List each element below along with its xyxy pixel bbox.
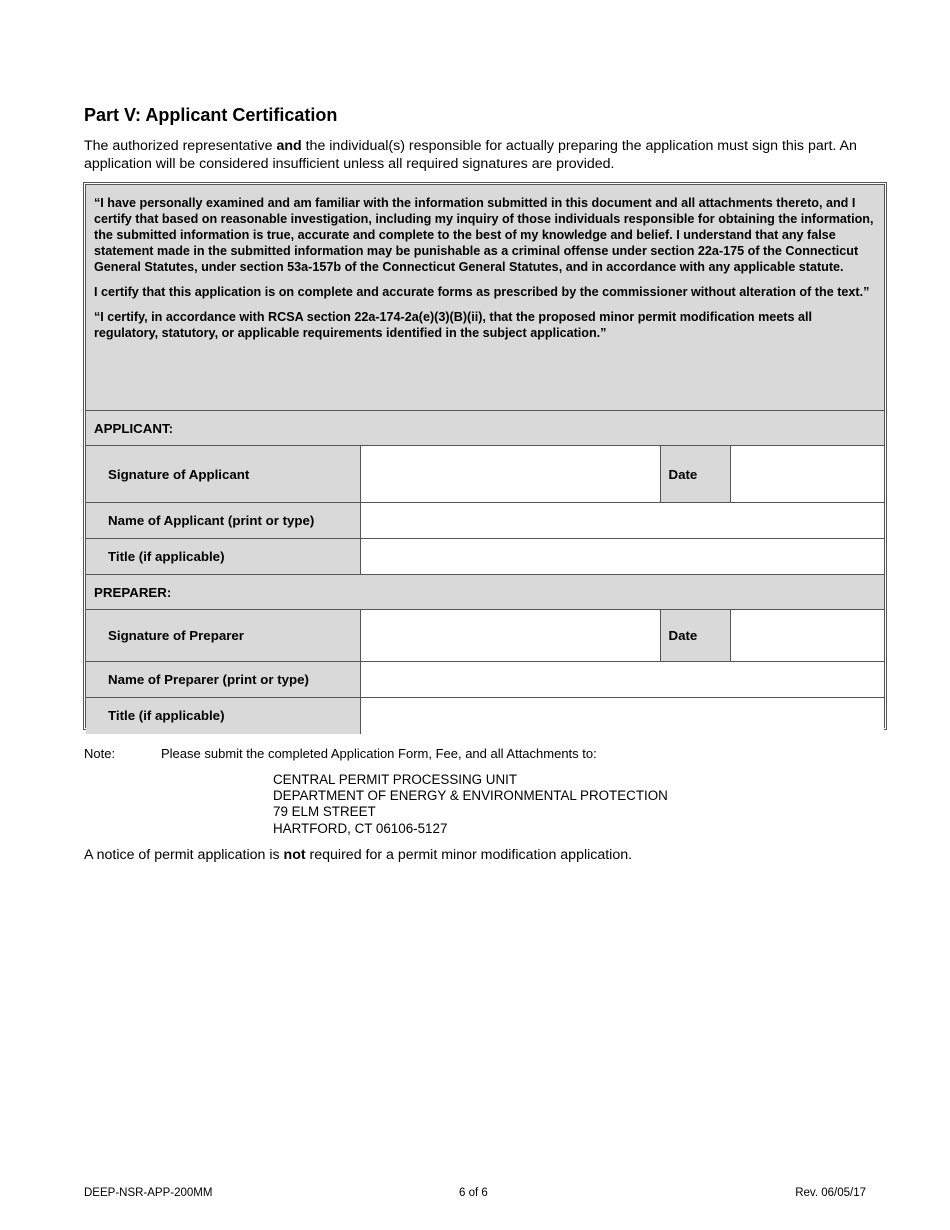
intro-emphasis: and [276, 138, 302, 154]
applicant-date-field[interactable] [730, 446, 884, 503]
applicant-title-label: Title (if applicable) [86, 539, 360, 575]
preparer-title-field[interactable] [360, 698, 884, 734]
page-title: Part V: Applicant Certification [84, 105, 338, 125]
applicant-section-label: APPLICANT: [86, 411, 884, 446]
certification-para-1: “I have personally examined and am familiar with the information submitted in this document and all attachments thereto, and I certify that based on reasonable investigation, including my inquiry of those individuals responsible for obtaining the information, the submitted information is true, accurate and complete to the best of my knowledge and belief. I understand that any false statement made in the submitted information may be punishable as a criminal offense under section 22a-175 of the Connecticut General Statutes, under section 53a-157b of the Connecticut General Statutes, and in accordance with any applicable statute. [94, 196, 874, 274]
footer-form-id: DEEP-NSR-APP-200MM [84, 1187, 213, 1199]
address-line: 79 ELM STREET [273, 804, 376, 820]
mailing-address [273, 772, 668, 837]
preparer-signature-field[interactable] [360, 610, 660, 662]
signature-table [86, 411, 884, 734]
preparer-title-label: Title (if applicable) [86, 698, 360, 734]
notice-text: A notice of permit application is [84, 847, 284, 863]
preparer-date-label: Date [660, 610, 730, 662]
applicant-name-field[interactable] [360, 503, 884, 539]
footer-revision: Rev. 06/05/17 [795, 1187, 866, 1199]
applicant-date-label: Date [660, 446, 730, 503]
preparer-name-label: Name of Preparer (print or type) [86, 662, 360, 698]
address-line: CENTRAL PERMIT PROCESSING UNIT [273, 772, 518, 787]
notice-emphasis: not [283, 847, 306, 863]
note-text: Please submit the completed Application Form, Fee, and all Attachments to: [161, 746, 597, 761]
applicant-title-field[interactable] [360, 539, 884, 575]
certification-para-3: “I certify, in accordance with RCSA section 22a-174-2a(e)(3)(B)(ii), that the proposed minor permit modification meets all regulatory, statutory, or applicable requirements identified in the subject application.” [94, 310, 812, 340]
intro-text: The authorized representative [84, 138, 277, 154]
intro-paragraph [84, 137, 859, 173]
preparer-date-field[interactable] [730, 610, 884, 662]
preparer-section-label: PREPARER: [86, 575, 884, 610]
certification-para-2: I certify that this application is on complete and accurate forms as prescribed by the commissioner without alteration of the text.” [94, 285, 870, 299]
certification-statement [86, 185, 884, 411]
address-line: HARTFORD, CT 06106-5127 [273, 820, 448, 836]
applicant-signature-field[interactable] [360, 446, 660, 503]
address-line: DEPARTMENT OF ENERGY & ENVIRONMENTAL PROTECTION [273, 788, 668, 804]
preparer-name-field[interactable] [360, 662, 884, 698]
certification-box [83, 182, 887, 730]
preparer-signature-label: Signature of Preparer [86, 610, 360, 662]
applicant-name-label: Name of Applicant (print or type) [86, 503, 360, 539]
note-label: Note: [84, 746, 116, 761]
footer-page-number: 6 of 6 [459, 1187, 488, 1199]
intro-text-cont: the individual(s) responsible for actually preparing the application must sign this part. An application will be considered insufficient unless all required signatures are provided. [84, 138, 857, 172]
notice-paragraph [84, 846, 632, 864]
applicant-signature-label: Signature of Applicant [86, 446, 360, 503]
notice-text-cont: required for a permit minor modification application. [305, 847, 633, 863]
